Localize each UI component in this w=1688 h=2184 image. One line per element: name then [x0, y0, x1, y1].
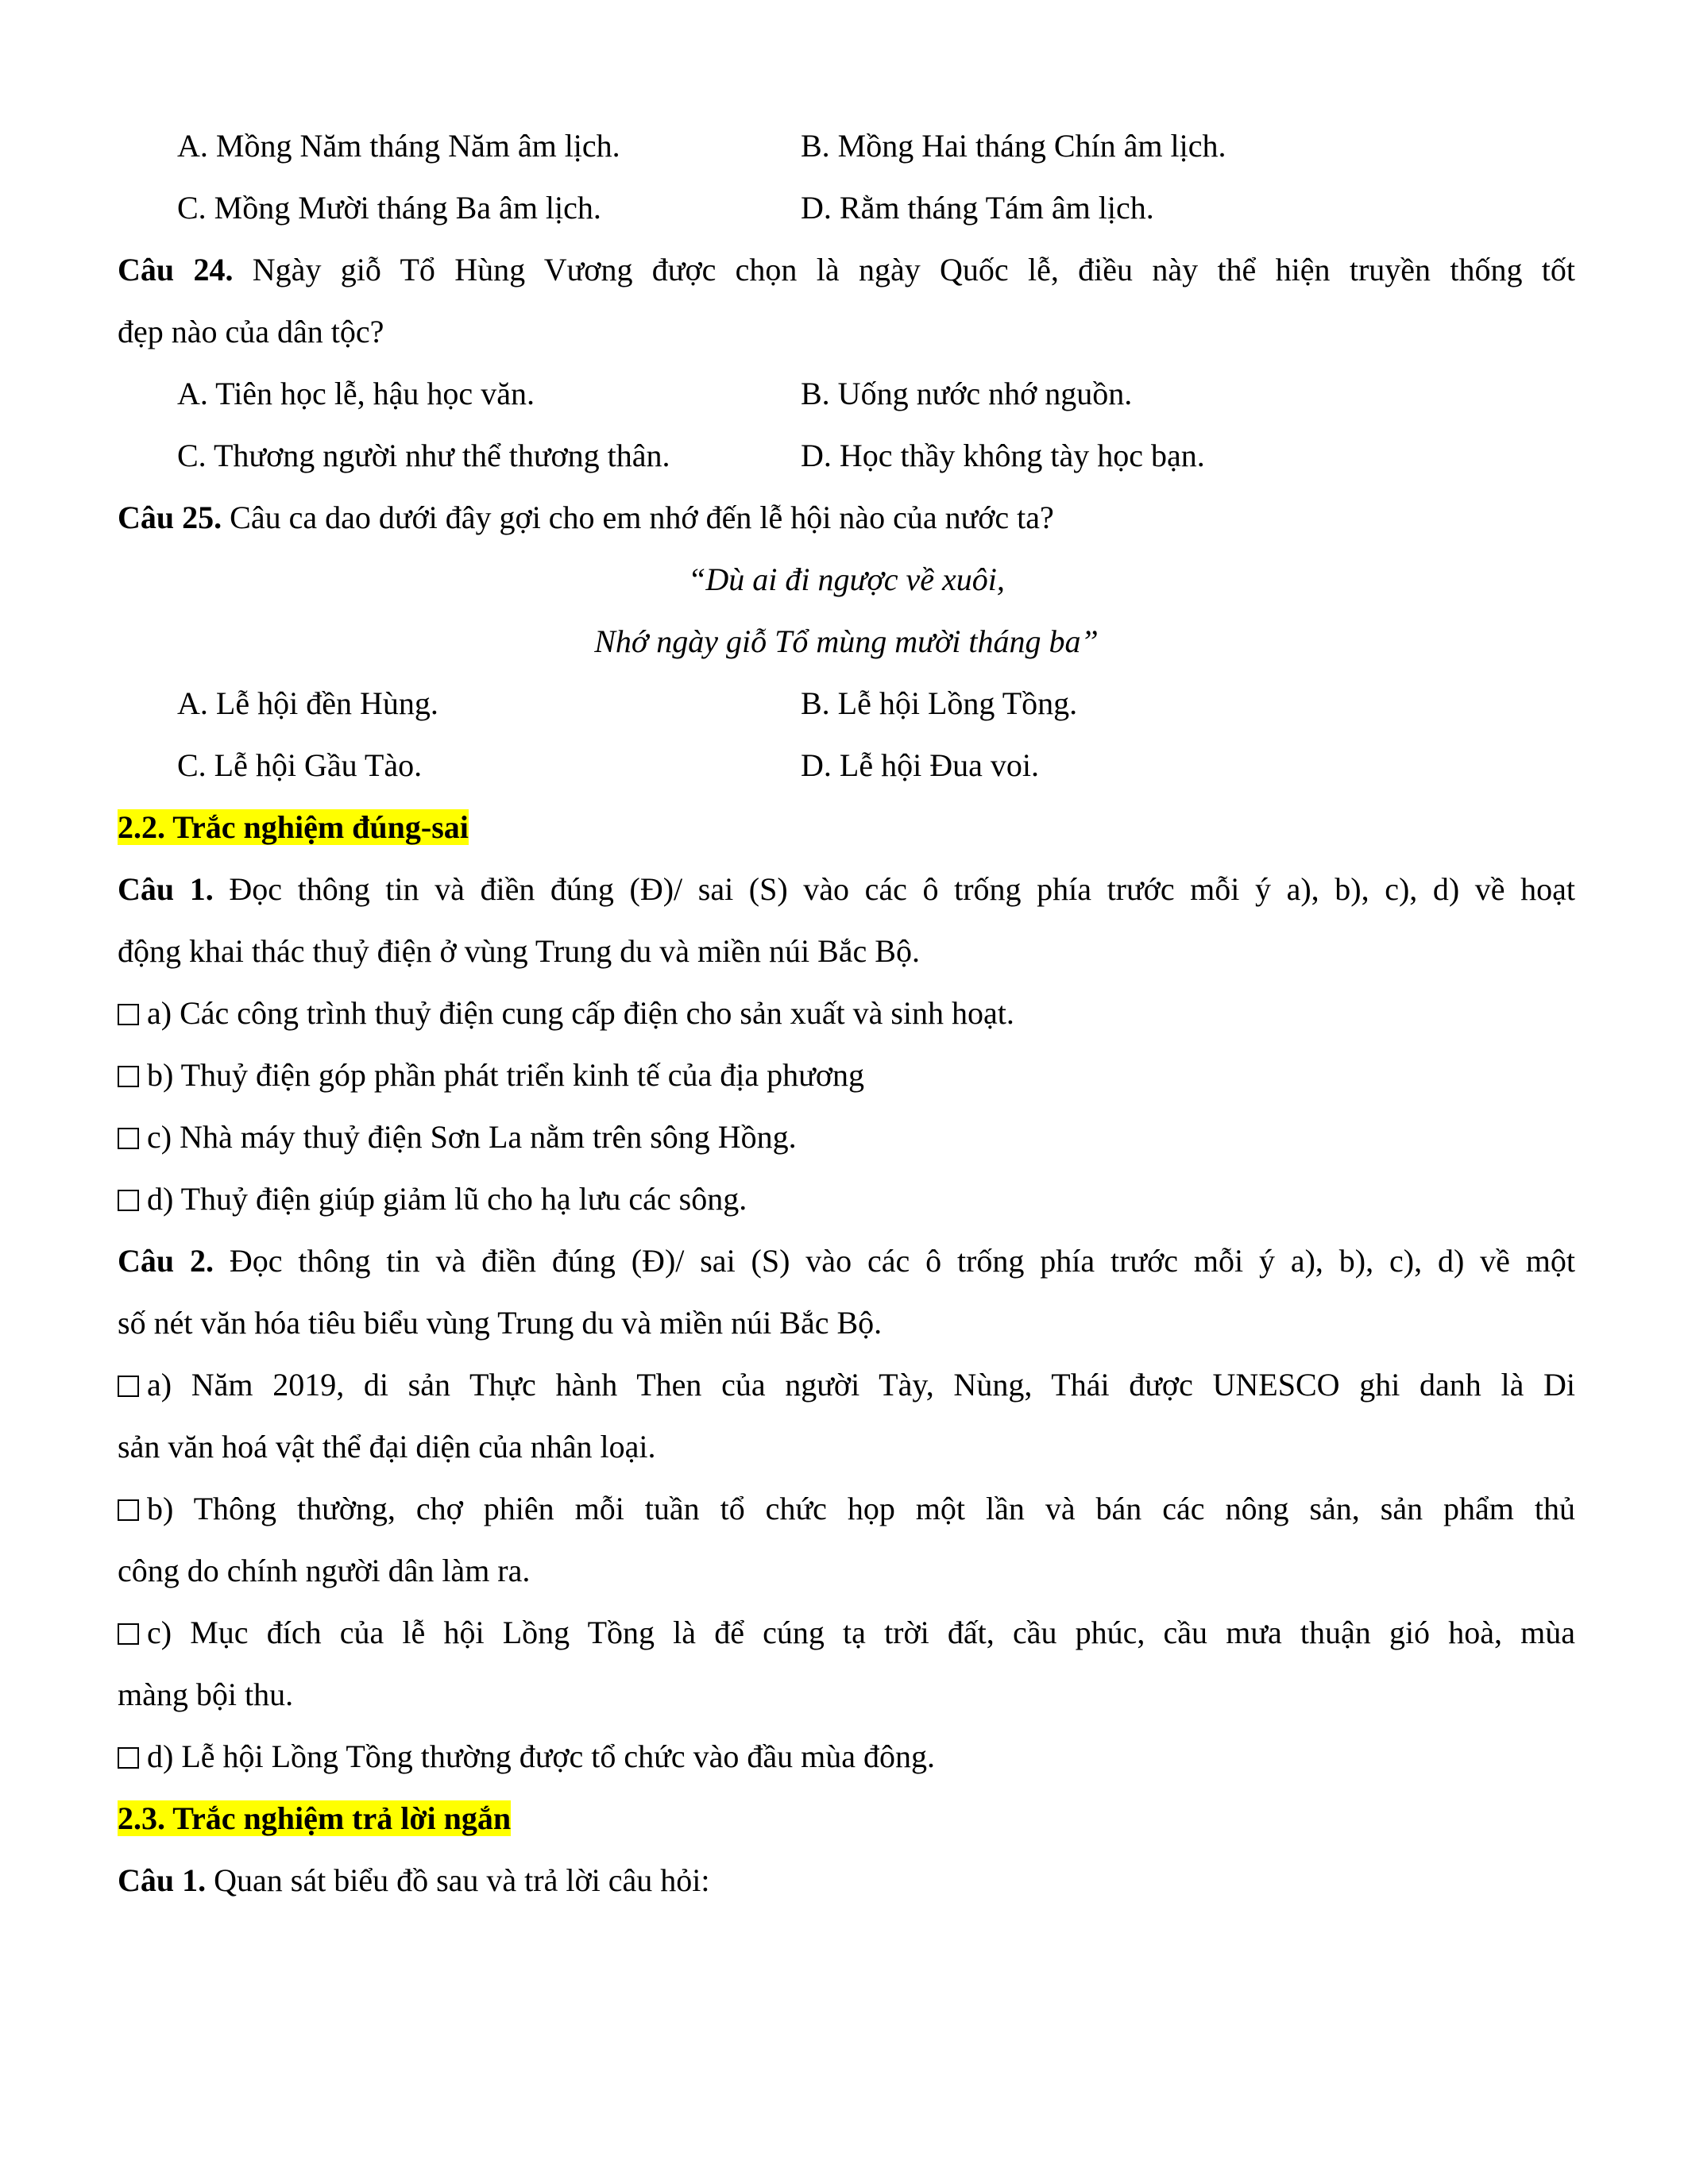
sa-q1-text: Quan sát biểu đồ sau và trả lời câu hỏi:	[214, 1862, 710, 1898]
section-title-2-2: 2.2. Trắc nghiệm đúng-sai	[118, 809, 469, 845]
ts-q2-item-d	[118, 1726, 1575, 1788]
checkbox-icon[interactable]	[118, 1376, 139, 1397]
ts-q1-a-text: a) Các công trình thuỷ điện cung cấp điện cho sản xuất và sinh hoạt.	[147, 995, 1014, 1031]
ts-q1-text-1: Đọc thông tin và điền đúng (Đ)/ sai (S) vào các ô trống phía trước mỗi ý a), b), c), d) về hoạt	[229, 871, 1575, 907]
ts-q1-label: Câu 1.	[118, 871, 214, 907]
ts-q2-item-c-line-1	[118, 1602, 1575, 1664]
ts-q2-item-c-line-2	[118, 1664, 1575, 1726]
ts-q2-a-text-1: a) Năm 2019, di sản Thực hành Then của người Tày, Nùng, Thái được UNESCO ghi danh là Di	[147, 1367, 1575, 1403]
checkbox-icon[interactable]	[118, 1499, 139, 1521]
ts-q2-item-b-line-2	[118, 1540, 1575, 1602]
ts-q2-label: Câu 2.	[118, 1243, 214, 1279]
ts-q2-c-text-1: c) Mục đích của lễ hội Lồng Tồng là để cúng tạ trời đất, cầu phúc, cầu mưa thuận gió hoà, mùa	[147, 1615, 1575, 1650]
q23-options-row-2	[118, 177, 1575, 239]
ts-q1-item-d	[118, 1168, 1575, 1230]
q23-option-a: A. Mồng Năm tháng Năm âm lịch.	[177, 128, 620, 164]
q25-option-c: C. Lễ hội Gầu Tào.	[177, 747, 423, 783]
q25-verse-2: Nhớ ngày giỗ Tổ mùng mười tháng ba”	[594, 623, 1099, 659]
q23-option-c: C. Mồng Mười tháng Ba âm lịch.	[177, 190, 601, 226]
q25-question	[118, 487, 1575, 549]
ts-q1-item-b	[118, 1044, 1575, 1106]
section-heading-2-2	[118, 797, 1575, 859]
q25-options-row-2	[118, 735, 1575, 797]
q24-label: Câu 24.	[118, 252, 234, 287]
q24-text-1: Ngày giỗ Tổ Hùng Vương được chọn là ngày Quốc lễ, điều này thể hiện truyền thống tốt	[252, 252, 1576, 287]
ts-q1-d-text: d) Thuỷ điện giúp giảm lũ cho hạ lưu các sông.	[147, 1181, 747, 1217]
ts-q1-item-a	[118, 982, 1575, 1044]
checkbox-icon[interactable]	[118, 1190, 139, 1211]
sa-q1	[118, 1850, 1575, 1912]
ts-q2-b-text-2: công do chính người dân làm ra.	[118, 1553, 531, 1588]
q24-option-c: C. Thương người như thể thương thân.	[177, 438, 670, 473]
q24-question-line-1	[118, 239, 1575, 301]
ts-q2-item-a-line-1	[118, 1354, 1575, 1416]
checkbox-icon[interactable]	[118, 1747, 139, 1769]
checkbox-icon[interactable]	[118, 1128, 139, 1149]
q23-options-row-1	[118, 115, 1575, 177]
ts-q2-b-text-1: b) Thông thường, chợ phiên mỗi tuần tổ chức họp một lần và bán các nông sản, sản phẩm thủ	[147, 1491, 1575, 1526]
ts-q1-b-text: b) Thuỷ điện góp phần phát triển kinh tế của địa phương	[147, 1057, 865, 1093]
ts-q1-text-2: động khai thác thuỷ điện ở vùng Trung du và miền núi Bắc Bộ.	[118, 933, 920, 969]
ts-q1-line-1	[118, 859, 1575, 920]
checkbox-icon[interactable]	[118, 1004, 139, 1025]
ts-q2-item-b-line-1	[118, 1478, 1575, 1540]
q23-option-b: B. Mồng Hai tháng Chín âm lịch.	[801, 128, 1226, 164]
checkbox-icon[interactable]	[118, 1623, 139, 1645]
q24-question-line-2	[118, 301, 1575, 363]
q25-option-a: A. Lễ hội đền Hùng.	[177, 685, 438, 721]
q24-option-b: B. Uống nước nhớ nguồn.	[801, 376, 1133, 411]
q25-verse-1: “Dù ai đi ngược về xuôi,	[688, 561, 1005, 597]
q24-option-d: D. Học thầy không tày học bạn.	[801, 438, 1205, 473]
ts-q2-line-1	[118, 1230, 1575, 1292]
sa-q1-label: Câu 1.	[118, 1862, 207, 1898]
ts-q2-d-text: d) Lễ hội Lồng Tồng thường được tổ chức vào đầu mùa đông.	[147, 1738, 935, 1774]
q25-label: Câu 25.	[118, 500, 222, 535]
document-page	[118, 115, 1575, 1912]
section-heading-2-3	[118, 1788, 1575, 1850]
q24-options-row-2	[118, 425, 1575, 487]
ts-q2-line-2	[118, 1292, 1575, 1354]
q25-options-row-1	[118, 673, 1575, 735]
ts-q2-text-1: Đọc thông tin và điền đúng (Đ)/ sai (S) vào các ô trống phía trước mỗi ý a), b), c), d) về một	[229, 1243, 1575, 1279]
q23-option-d: D. Rằm tháng Tám âm lịch.	[801, 190, 1154, 226]
q25-text: Câu ca dao dưới đây gợi cho em nhớ đến lễ hội nào của nước ta?	[230, 500, 1054, 535]
ts-q2-c-text-2: màng bội thu.	[118, 1677, 294, 1712]
ts-q2-a-text-2: sản văn hoá vật thể đại diện của nhân loại.	[118, 1429, 656, 1464]
ts-q1-item-c	[118, 1106, 1575, 1168]
ts-q1-c-text: c) Nhà máy thuỷ điện Sơn La nằm trên sông Hồng.	[147, 1119, 797, 1155]
checkbox-icon[interactable]	[118, 1066, 139, 1087]
ts-q2-text-2: số nét văn hóa tiêu biểu vùng Trung du và miền núi Bắc Bộ.	[118, 1305, 883, 1341]
q24-text-2: đẹp nào của dân tộc?	[118, 314, 384, 349]
ts-q1-line-2	[118, 920, 1575, 982]
q24-options-row-1	[118, 363, 1575, 425]
ts-q2-item-a-line-2	[118, 1416, 1575, 1478]
q25-option-d: D. Lễ hội Đua voi.	[801, 747, 1039, 783]
q25-option-b: B. Lễ hội Lồng Tồng.	[801, 685, 1078, 721]
section-title-2-3: 2.3. Trắc nghiệm trả lời ngắn	[118, 1800, 512, 1836]
q24-option-a: A. Tiên học lễ, hậu học văn.	[177, 376, 535, 411]
